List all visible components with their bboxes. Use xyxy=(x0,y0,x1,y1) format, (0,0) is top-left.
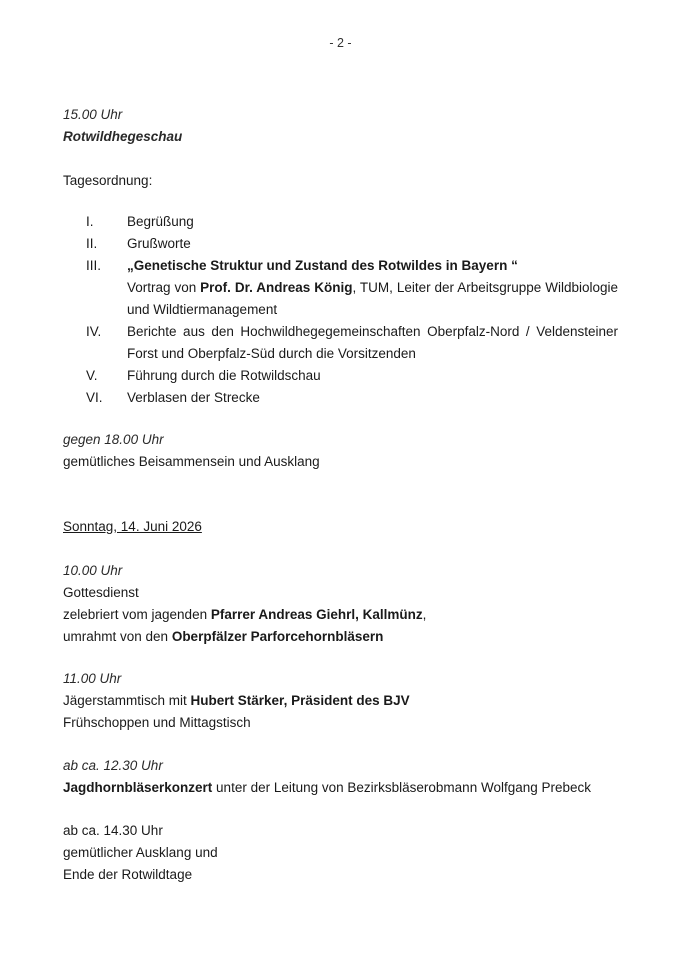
sunday-event-1 xyxy=(63,560,618,648)
event-time: gegen 18.00 Uhr xyxy=(63,432,164,447)
lecture-post: , TUM, Leiter der Arbeitsgruppe Wildbiologie und Wildtiermanagement xyxy=(127,280,618,317)
concert-title: Jagdhornbläserkonzert xyxy=(63,780,213,795)
agenda-item xyxy=(63,233,618,255)
saturday-time-block xyxy=(63,104,618,148)
person-name: Pfarrer Andreas Giehrl, Kallmünz xyxy=(210,607,423,622)
event-text: Gottesdienst xyxy=(63,585,139,600)
event-title: Rotwildhegeschau xyxy=(63,129,183,144)
agenda-text: Verblasen der Strecke xyxy=(127,390,260,405)
agenda-number: III. xyxy=(86,258,102,273)
agenda-text: Grußworte xyxy=(127,236,191,251)
lecture-title: „Genetische Struktur und Zustand des Rotwildes in Bayern “ xyxy=(127,258,518,273)
text-fragment: Jägerstammtisch mit xyxy=(63,693,191,708)
sunday-date-heading: Sonntag, 14. Juni 2026 xyxy=(63,519,202,534)
event-text xyxy=(63,690,618,712)
event-time: 10.00 Uhr xyxy=(63,563,123,578)
agenda-text: Führung durch die Rotwildschau xyxy=(127,368,321,383)
event-text xyxy=(63,604,618,626)
agenda-item xyxy=(63,387,618,409)
agenda-item xyxy=(63,321,618,365)
person-name: Hubert Stärker, Präsident des BJV xyxy=(190,693,410,708)
agenda-number: I. xyxy=(86,214,94,229)
event-time: 15.00 Uhr xyxy=(63,107,123,122)
event-time: ab ca. 14.30 Uhr xyxy=(63,823,163,838)
event-text: gemütliches Beisammensein und Ausklang xyxy=(63,454,320,469)
sunday-event-4 xyxy=(63,820,618,886)
event-text: Frühschoppen und Mittagstisch xyxy=(63,715,251,730)
agenda-label: Tagesordnung: xyxy=(63,173,153,188)
lecture-pre: Vortrag von xyxy=(127,280,201,295)
agenda-text: Begrüßung xyxy=(127,214,194,229)
agenda-number: II. xyxy=(86,236,98,251)
agenda-text: Berichte aus den Hochwildhegegemeinschaften Oberpfalz-Nord / Veldensteiner Forst und Oberpfalz-Süd durch die Vorsitzenden xyxy=(127,324,618,361)
agenda-number: VI. xyxy=(86,390,103,405)
lecture-speaker: Prof. Dr. Andreas König xyxy=(200,280,353,295)
event-time: 11.00 Uhr xyxy=(63,671,122,686)
event-text xyxy=(63,777,618,799)
page-number: - 2 - xyxy=(329,36,352,50)
text-fragment: umrahmt von den xyxy=(63,629,172,644)
agenda-text xyxy=(127,255,618,321)
event-time: ab ca. 12.30 Uhr xyxy=(63,758,163,773)
event-text: Ende der Rotwildtage xyxy=(63,867,193,882)
sunday-event-3 xyxy=(63,755,618,799)
event-text xyxy=(63,626,618,648)
agenda-item xyxy=(63,211,618,233)
text-fragment: , xyxy=(422,607,427,622)
agenda-number: IV. xyxy=(86,324,102,339)
agenda-label-block xyxy=(63,170,618,192)
text-fragment: unter der Leitung von Bezirksbläserobmann Wolfgang Prebeck xyxy=(212,780,592,795)
agenda-item xyxy=(63,255,618,321)
agenda-list xyxy=(63,211,618,409)
sunday-event-2 xyxy=(63,668,618,734)
sunday-heading-block xyxy=(63,516,618,538)
text-fragment: zelebriert vom jagenden xyxy=(63,607,211,622)
group-name: Oberpfälzer Parforcehornbläsern xyxy=(171,629,384,644)
evening-block xyxy=(63,429,618,473)
agenda-item xyxy=(63,365,618,387)
event-text: gemütlicher Ausklang und xyxy=(63,845,218,860)
agenda-number: V. xyxy=(86,368,98,383)
